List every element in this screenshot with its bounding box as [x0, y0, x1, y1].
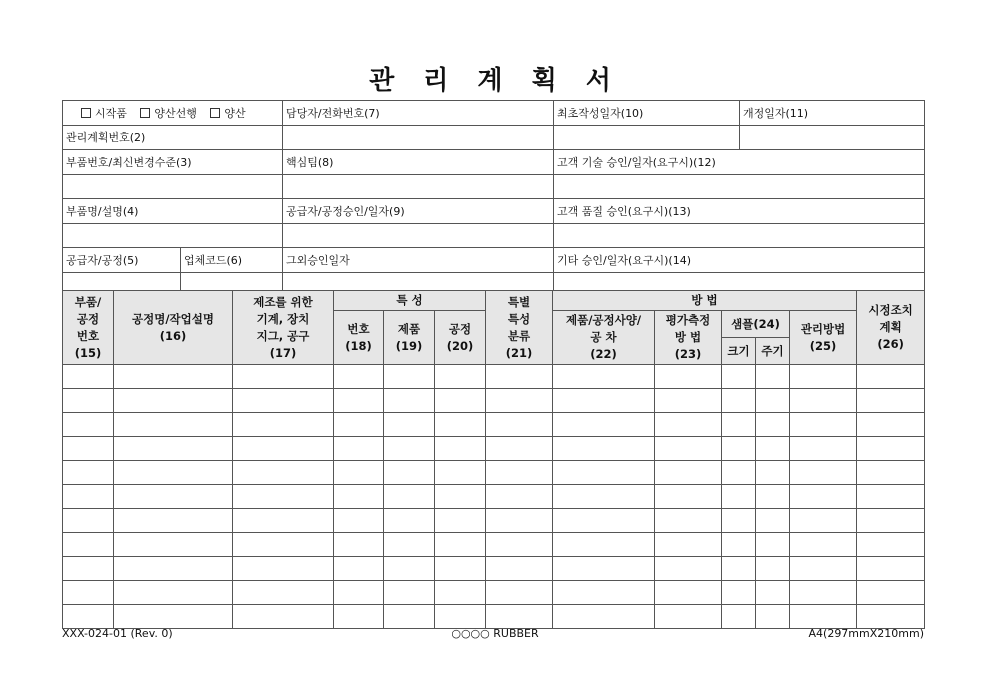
col-sample-freq: 주기 [756, 338, 790, 365]
grid-cell[interactable] [756, 533, 790, 557]
grid-cell[interactable] [114, 533, 233, 557]
grid-cell[interactable] [435, 509, 486, 533]
grid-cell[interactable] [486, 605, 553, 629]
col-control-method: 관리방법 (25) [790, 311, 857, 365]
grid-cell[interactable] [435, 605, 486, 629]
grid-cell[interactable] [334, 605, 384, 629]
col-reaction-plan: 시정조치 계획 (26) [857, 291, 925, 365]
grid-cell[interactable] [435, 389, 486, 413]
grid-cell[interactable] [486, 365, 553, 389]
grid-cell[interactable] [486, 533, 553, 557]
grid-cell[interactable] [553, 605, 655, 629]
grid-cell[interactable] [756, 605, 790, 629]
grid-cell[interactable] [384, 533, 435, 557]
grid-cell[interactable] [790, 485, 857, 509]
grid-cell[interactable] [857, 461, 925, 485]
grid-cell[interactable] [114, 437, 233, 461]
supplier-approval-field[interactable] [283, 223, 554, 248]
grid-cell[interactable] [384, 509, 435, 533]
col-group-sample: 샘플(24) [722, 311, 790, 338]
first-date-field[interactable] [554, 125, 740, 150]
grid-cell[interactable] [435, 413, 486, 437]
col-part-process-no: 부품/ 공정 번호 (15) [63, 291, 114, 365]
other-approval-label: 기타 승인/일자(요구시)(14) [554, 248, 925, 273]
revision-date-field[interactable] [740, 125, 925, 150]
table-row [63, 581, 925, 605]
grid-cell[interactable] [334, 461, 384, 485]
grid-cell[interactable] [233, 581, 334, 605]
grid-cell[interactable] [334, 509, 384, 533]
part-name-field[interactable] [63, 223, 283, 248]
grid-cell[interactable] [756, 581, 790, 605]
grid-cell[interactable] [63, 437, 114, 461]
col-char-product: 제품 (19) [384, 311, 435, 365]
grid-cell[interactable] [334, 365, 384, 389]
col-eval-method: 평가측정 방 법 (23) [655, 311, 722, 365]
grid-cell[interactable] [63, 605, 114, 629]
grid-cell[interactable] [486, 389, 553, 413]
grid-cell[interactable] [233, 365, 334, 389]
grid-cell[interactable] [553, 389, 655, 413]
grid-cell[interactable] [486, 581, 553, 605]
grid-cell[interactable] [722, 509, 756, 533]
table-row [63, 389, 925, 413]
grid-cell[interactable] [857, 413, 925, 437]
grid-cell[interactable] [114, 461, 233, 485]
grid-cell[interactable] [655, 461, 722, 485]
col-spec-tolerance: 제품/공정사양/ 공 차 (22) [553, 311, 655, 365]
production-stage-options [63, 101, 283, 126]
grid-cell[interactable] [334, 437, 384, 461]
table-row [63, 365, 925, 389]
grid-cell[interactable] [233, 557, 334, 581]
cust-quality-approval-label: 고객 품질 승인(요구시)(13) [554, 199, 925, 224]
grid-cell[interactable] [384, 461, 435, 485]
grid-cell[interactable] [857, 365, 925, 389]
grid-cell[interactable] [857, 605, 925, 629]
grid-cell[interactable] [334, 533, 384, 557]
cust-quality-approval-field[interactable] [554, 223, 925, 248]
grid-cell[interactable] [63, 485, 114, 509]
grid-cell[interactable] [435, 557, 486, 581]
grid-cell[interactable] [756, 389, 790, 413]
grid-cell[interactable] [233, 413, 334, 437]
grid-cell[interactable] [756, 485, 790, 509]
grid-cell[interactable] [790, 413, 857, 437]
option-production[interactable]: 양산 [210, 107, 245, 120]
grid-cell[interactable] [756, 437, 790, 461]
grid-cell[interactable] [384, 485, 435, 509]
table-row [63, 485, 925, 509]
grid-body [63, 365, 925, 629]
grid-cell[interactable] [233, 509, 334, 533]
grid-cell[interactable] [655, 557, 722, 581]
grid-cell[interactable] [435, 533, 486, 557]
checkbox-icon[interactable] [140, 108, 150, 118]
grid-cell[interactable] [857, 581, 925, 605]
table-row [63, 437, 925, 461]
grid-cell[interactable] [857, 509, 925, 533]
grid-cell[interactable] [655, 413, 722, 437]
grid-cell[interactable] [63, 413, 114, 437]
grid-cell[interactable] [722, 365, 756, 389]
grid-cell[interactable] [334, 413, 384, 437]
grid-cell[interactable] [722, 557, 756, 581]
grid-cell[interactable] [756, 461, 790, 485]
grid-cell[interactable] [790, 557, 857, 581]
grid-cell[interactable] [486, 509, 553, 533]
grid-cell[interactable] [655, 605, 722, 629]
col-sample-size: 크기 [722, 338, 756, 365]
grid-cell[interactable] [857, 557, 925, 581]
supplier-process-label: 공급자/공정(5) [63, 248, 181, 273]
grid-cell[interactable] [790, 461, 857, 485]
grid-cell[interactable] [334, 389, 384, 413]
grid-cell[interactable] [63, 581, 114, 605]
grid-cell[interactable] [384, 365, 435, 389]
grid-cell[interactable] [114, 509, 233, 533]
first-date-label: 최초작성일자(10) [554, 101, 740, 126]
grid-cell[interactable] [790, 605, 857, 629]
grid-cell[interactable] [857, 485, 925, 509]
vendor-code-label: 업체코드(6) [181, 248, 283, 273]
table-row [63, 413, 925, 437]
grid-cell[interactable] [114, 413, 233, 437]
paper-size: A4(297mmX210mm) [808, 627, 924, 640]
grid-cell[interactable] [384, 389, 435, 413]
option-prototype[interactable]: 시작품 [81, 107, 127, 120]
grid-cell[interactable] [756, 365, 790, 389]
grid-cell[interactable] [857, 389, 925, 413]
grid-cell[interactable] [790, 509, 857, 533]
grid-cell[interactable] [435, 365, 486, 389]
manager-phone-field[interactable] [283, 125, 554, 150]
part-no-field[interactable] [63, 174, 283, 199]
grid-cell[interactable] [722, 533, 756, 557]
page-title: 관 리 계 획 서 [369, 66, 621, 96]
grid-cell[interactable] [857, 533, 925, 557]
grid-cell[interactable] [435, 461, 486, 485]
doc-number: XXX-024-01 (Rev. 0) [62, 627, 173, 640]
revision-date-label: 개정일자(11) [740, 101, 925, 126]
grid-cell[interactable] [756, 509, 790, 533]
col-machine: 제조를 위한 기계, 장치 지그, 공구 (17) [233, 291, 334, 365]
grid-cell[interactable] [722, 485, 756, 509]
grid-cell[interactable] [790, 389, 857, 413]
grid-cell[interactable] [655, 485, 722, 509]
core-team-label: 핵심팀(8) [283, 150, 554, 175]
grid-cell[interactable] [63, 365, 114, 389]
col-char-process: 공정 (20) [435, 311, 486, 365]
grid-cell[interactable] [655, 437, 722, 461]
grid-cell[interactable] [486, 461, 553, 485]
grid-cell[interactable] [114, 389, 233, 413]
supplier-approval-label: 공급자/공정승인/일자(9) [283, 199, 554, 224]
grid-cell[interactable] [114, 557, 233, 581]
grid-cell[interactable] [233, 485, 334, 509]
plan-no-label: 관리계획번호(2) [63, 125, 283, 150]
grid-cell[interactable] [63, 533, 114, 557]
grid-cell[interactable] [722, 413, 756, 437]
grid-cell[interactable] [435, 437, 486, 461]
grid-cell[interactable] [655, 533, 722, 557]
grid-cell[interactable] [790, 581, 857, 605]
grid-cell[interactable] [63, 461, 114, 485]
checkbox-icon[interactable] [81, 108, 91, 118]
grid-cell[interactable] [334, 485, 384, 509]
table-row [63, 509, 925, 533]
grid-cell[interactable] [722, 581, 756, 605]
grid-cell[interactable] [553, 533, 655, 557]
grid-cell[interactable] [553, 413, 655, 437]
col-process-name: 공정명/작업설명 (16) [114, 291, 233, 365]
grid-cell[interactable] [553, 461, 655, 485]
grid-cell[interactable] [553, 557, 655, 581]
header-info-table [62, 100, 925, 297]
grid-cell[interactable] [790, 437, 857, 461]
table-row [63, 533, 925, 557]
grid-cell[interactable] [790, 365, 857, 389]
grid-cell[interactable] [486, 413, 553, 437]
grid-cell[interactable] [553, 437, 655, 461]
grid-cell[interactable] [553, 581, 655, 605]
grid-cell[interactable] [655, 365, 722, 389]
grid-cell[interactable] [114, 485, 233, 509]
grid-cell[interactable] [435, 485, 486, 509]
grid-cell[interactable] [722, 461, 756, 485]
grid-cell[interactable] [857, 437, 925, 461]
grid-cell[interactable] [756, 413, 790, 437]
part-name-label: 부품명/설명(4) [63, 199, 283, 224]
col-special-class: 특별 특성 분류 (21) [486, 291, 553, 365]
grid-cell[interactable] [486, 557, 553, 581]
grid-cell[interactable] [655, 389, 722, 413]
grid-cell[interactable] [114, 605, 233, 629]
manager-phone-label: 담당자/전화번호(7) [283, 101, 554, 126]
checkbox-icon[interactable] [210, 108, 220, 118]
control-plan-grid [62, 290, 925, 629]
grid-cell[interactable] [655, 581, 722, 605]
grid-cell[interactable] [63, 557, 114, 581]
grid-cell[interactable] [435, 581, 486, 605]
col-char-no: 번호 (18) [334, 311, 384, 365]
grid-cell[interactable] [553, 509, 655, 533]
grid-cell[interactable] [233, 533, 334, 557]
grid-cell[interactable] [114, 581, 233, 605]
grid-cell[interactable] [486, 437, 553, 461]
other-approval-date-label: 그외승인일자 [283, 248, 554, 273]
grid-cell[interactable] [63, 509, 114, 533]
grid-cell[interactable] [553, 485, 655, 509]
grid-cell[interactable] [233, 461, 334, 485]
option-pre-launch[interactable]: 양산선행 [140, 107, 197, 120]
grid-cell[interactable] [114, 365, 233, 389]
grid-cell[interactable] [756, 557, 790, 581]
grid-cell[interactable] [384, 437, 435, 461]
grid-cell[interactable] [486, 485, 553, 509]
grid-cell[interactable] [233, 437, 334, 461]
grid-cell[interactable] [553, 365, 655, 389]
grid-cell[interactable] [384, 581, 435, 605]
part-no-label: 부품번호/최신변경수준(3) [63, 150, 283, 175]
grid-cell[interactable] [334, 581, 384, 605]
table-row [63, 557, 925, 581]
grid-cell[interactable] [790, 533, 857, 557]
grid-cell[interactable] [722, 605, 756, 629]
grid-cell[interactable] [233, 389, 334, 413]
table-row [63, 605, 925, 629]
grid-cell[interactable] [334, 557, 384, 581]
grid-cell[interactable] [722, 437, 756, 461]
grid-cell[interactable] [384, 605, 435, 629]
grid-cell[interactable] [384, 413, 435, 437]
cust-eng-approval-label: 고객 기술 승인/일자(요구시)(12) [554, 150, 925, 175]
grid-cell[interactable] [722, 389, 756, 413]
col-group-characteristics: 특 성 [334, 291, 486, 311]
core-team-field[interactable] [283, 174, 554, 199]
cust-eng-approval-field[interactable] [554, 174, 925, 199]
grid-cell[interactable] [655, 509, 722, 533]
company-name: ○○○○ RUBBER [451, 627, 539, 640]
col-group-methods: 방 법 [553, 291, 857, 311]
grid-cell[interactable] [233, 605, 334, 629]
grid-cell[interactable] [384, 557, 435, 581]
grid-cell[interactable] [63, 389, 114, 413]
table-row [63, 461, 925, 485]
